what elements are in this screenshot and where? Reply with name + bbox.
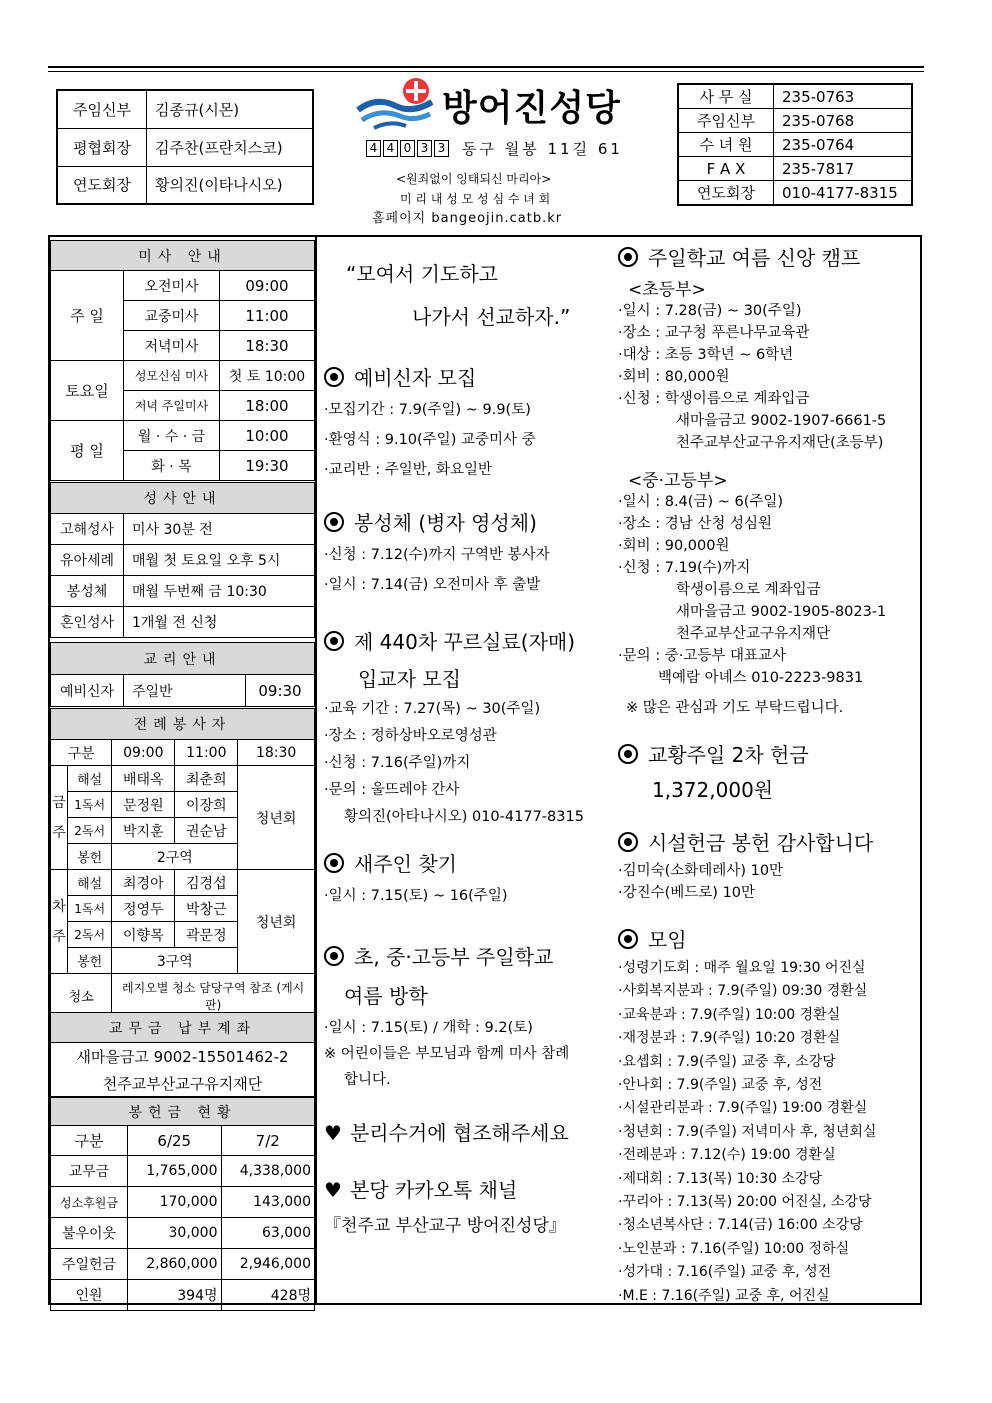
staff-role: 연도회장: [57, 166, 147, 204]
mass-time: 18:30: [220, 331, 315, 361]
server-name: 박창근: [175, 896, 238, 922]
mass-name: 화 · 목: [124, 451, 220, 481]
server-name: 이향목: [112, 922, 175, 948]
postal-digit: 0: [400, 140, 415, 157]
heading-text: 예비신자 모집: [354, 366, 477, 390]
server-name: 문정원: [112, 792, 175, 818]
phone-number: 010-4177-8315: [774, 181, 913, 206]
bullet-circle-icon: [324, 367, 344, 387]
section-heading: [324, 507, 614, 536]
meeting-item: ·노인분과 : 7.16(주일) 10:00 정하실: [618, 1240, 850, 1257]
mass-time: 09:00: [220, 271, 315, 301]
server-evening: 청년회: [238, 766, 315, 870]
server-role: 해설: [68, 766, 112, 792]
text-line: ·모집기간 : 7.9(주일) ~ 9.9(토): [324, 402, 531, 418]
sacrament-title: 성사안내: [51, 483, 315, 514]
saturday-label: 토요일: [51, 361, 124, 421]
server-name: 최춘희: [175, 766, 238, 792]
offering-value: 30,000: [128, 1218, 222, 1249]
meeting-item: ·교육분과 : 7.9(주일) 10:00 경환실: [618, 1006, 841, 1023]
meeting-item: ·사회복지분과 : 7.9(주일) 09:30 경환실: [618, 983, 868, 1000]
text-line: ·문의 : 중·고등부 대표교사: [618, 648, 787, 664]
heading-text: 분리수거에 협조해주세요: [349, 1121, 569, 1145]
postal-digit: 4: [366, 140, 381, 157]
top-rule-thin: [48, 71, 924, 72]
meeting-item: ·시설관리분과 : 7.9(주일) 19:00 경환실: [618, 1100, 868, 1117]
text-line: ·강진수(베드로) 10만: [618, 885, 756, 901]
servers-title: 전례봉사자: [51, 709, 315, 740]
mass-table: [50, 240, 315, 481]
mass-title: 미사 안내: [51, 241, 315, 271]
staff-role: 주임신부: [57, 90, 147, 128]
server-name: 곽문정: [175, 922, 238, 948]
text-line: ·대상 : 초등 3학년 ~ 6학년: [618, 347, 794, 363]
section-heading: [618, 739, 918, 768]
sacrament-table: [50, 482, 315, 638]
text-line: 백예람 아녜스 010-2223-9831: [658, 670, 864, 686]
servers-head: 구분: [51, 740, 112, 766]
offering-name: 성소후원금: [51, 1187, 128, 1218]
meeting-item: ·제대회 : 7.13(목) 10:30 소강당: [618, 1170, 823, 1187]
week-label: [51, 870, 68, 974]
staff-name: 황의진(이타나시오): [147, 166, 314, 204]
bullet-circle-icon: [324, 853, 344, 873]
text-line: ·신청 : 학생이름으로 계좌입금: [618, 391, 810, 407]
meeting-item: ·안나회 : 7.9(주일) 교중 후, 성전: [618, 1077, 823, 1094]
phone-number: 235-0763: [774, 84, 913, 109]
staff-table: [56, 89, 314, 205]
offering-value: 2,860,000: [128, 1249, 222, 1280]
server-name: 박지훈: [112, 818, 175, 844]
text-line: ·장소 : 교구청 푸른나무교육관: [618, 325, 810, 341]
sub-label: <중·고등부>: [628, 471, 728, 491]
offering-value: 63,000: [221, 1218, 315, 1249]
text-line: ·장소 : 경남 산청 성심원: [618, 516, 772, 532]
offering-name: 주일헌금: [51, 1249, 128, 1280]
offering-value: 4,338,000: [221, 1156, 315, 1187]
mass-time: 첫 토 10:00: [220, 361, 315, 391]
server-offer: 2구역: [112, 844, 238, 870]
text-line: ※ 많은 관심과 기도 부탁드립니다.: [626, 700, 844, 716]
bullet-circle-icon: [324, 946, 344, 966]
staff-name: 김주찬(프란치스코): [147, 128, 314, 166]
phone-label: F A X: [678, 157, 774, 181]
mass-name: 월 · 수 · 금: [124, 421, 220, 451]
meeting-item: ·청소년복사단 : 7.14(금) 16:00 소강당: [618, 1217, 863, 1234]
text-line: ·신청 : 7.16(주일)까지: [324, 755, 471, 771]
phone-number: 235-0764: [774, 133, 913, 157]
heading-text: 새주인 찾기: [354, 852, 457, 876]
address: 동구 월봉 11길 61: [462, 140, 623, 158]
heading-text: 제 440차 꾸르실료(자매): [354, 630, 576, 654]
section-heading: [324, 1117, 614, 1146]
server-name: 권순남: [175, 818, 238, 844]
mass-name: 저녁 주일미사: [124, 391, 220, 421]
server-offer: 3구역: [112, 948, 238, 974]
server-role: 해설: [68, 870, 112, 896]
meeting-item: ·요셉회 : 7.9(주일) 교중 후, 소강당: [618, 1053, 836, 1070]
server-role: 2독서: [68, 922, 112, 948]
offering-value: 170,000: [128, 1187, 222, 1218]
text-line: ·회비 : 90,000원: [618, 538, 730, 554]
pope-amount: 1,372,000원: [652, 778, 774, 802]
servers-head: 18:30: [238, 740, 315, 766]
text-line: 황의진(아타나시오) 010-4177-8315: [344, 809, 584, 825]
section-heading: [324, 848, 614, 877]
mass-time: 11:00: [220, 301, 315, 331]
sacrament-name: 혼인성사: [51, 607, 124, 638]
meeting-item: ·재정분과 : 7.9(주일) 10:20 경환실: [618, 1030, 841, 1047]
phone-label: 수 녀 원: [678, 133, 774, 157]
text-line: 새마을금고 9002-1905-8023-1: [676, 604, 887, 620]
kakao-channel-name: 『천주교 부산교구 방어진성당』: [324, 1216, 566, 1236]
church-name: 방어진성당: [442, 88, 621, 129]
convent: 미 리 내 성 모 성 심 수 녀 회: [400, 192, 551, 206]
section-heading: [618, 242, 918, 271]
offering-head: 6/25: [128, 1126, 222, 1156]
week-label-char: 주: [52, 928, 66, 945]
mass-time: 10:00: [220, 421, 315, 451]
postal-digit: 4: [383, 140, 398, 157]
postal-code: [366, 140, 449, 157]
heading-text: 본당 카카오톡 채널: [349, 1178, 518, 1202]
doctrine-time: 09:30: [246, 675, 315, 707]
heading-text: 교황주일 2차 헌금: [648, 743, 809, 767]
server-name: 이장희: [175, 792, 238, 818]
phone-label: 연도회장: [678, 181, 774, 206]
heading-text: 봉성체 (병자 영성체): [354, 511, 537, 535]
offering-name: 교무금: [51, 1156, 128, 1187]
text-line: ·일시 : 8.4(금) ~ 6(주일): [618, 494, 784, 510]
offering-value: 2,946,000: [221, 1249, 315, 1280]
sub-label: <초등부>: [628, 280, 706, 300]
phone-number: 235-0768: [774, 109, 913, 133]
account-number: 새마을금고 9002-15501462-2: [51, 1043, 315, 1071]
mass-time: 19:30: [220, 451, 315, 481]
text-line: 학생이름으로 계좌입금: [676, 582, 821, 598]
text-line: ·신청 : 7.19(수)까지: [618, 560, 751, 576]
section-heading: [618, 924, 918, 953]
week-label-char: 차: [52, 898, 66, 915]
section-heading: [618, 827, 918, 856]
text-line: 천주교부산교구유지재단: [676, 626, 831, 642]
account-table: [50, 1012, 315, 1097]
text-line: 합니다.: [344, 1072, 391, 1088]
text-line: ·문의 : 울뜨레야 간사: [324, 782, 460, 798]
mass-time: 18:00: [220, 391, 315, 421]
offering-name: 불우이웃: [51, 1218, 128, 1249]
offering-table: [50, 1097, 315, 1311]
mass-name: 성모신심 미사: [124, 361, 220, 391]
text-line: ·신청 : 7.12(수)까지 구역반 봉사자: [324, 547, 550, 563]
postal-digit: 3: [417, 140, 432, 157]
quote-line: “모여서 기도하고: [346, 262, 498, 286]
text-line: ·회비 : 80,000원: [618, 369, 730, 385]
week-label: [51, 766, 68, 870]
server-role: 1독서: [68, 792, 112, 818]
right-column: [618, 242, 918, 1308]
offering-name: 인원: [51, 1280, 128, 1311]
sacrament-name: 고해성사: [51, 514, 124, 545]
servers-head: 09:00: [112, 740, 175, 766]
server-role: 1독서: [68, 896, 112, 922]
sacrament-detail: 미사 30분 전: [124, 514, 315, 545]
middle-column: [324, 258, 614, 1236]
meeting-item: ·꾸리아 : 7.13(목) 20:00 어진실, 소강당: [618, 1194, 872, 1211]
server-role: 봉헌: [68, 948, 112, 974]
text-line: ·일시 : 7.15(토) ~ 16(주일): [324, 888, 508, 904]
text-line: 천주교부산교구유지재단(초등부): [676, 435, 884, 451]
meeting-item: ·성가대 : 7.16(주일) 교중 후, 성전: [618, 1264, 832, 1281]
meeting-item: ·성령기도회 : 매주 월요일 19:30 어진실: [618, 960, 866, 976]
section-heading: [324, 941, 614, 970]
server-name: 최경아: [112, 870, 175, 896]
text-line: ·장소 : 정하상바오로영성관: [324, 728, 497, 744]
homepage: 홈페이지 bangeojin.catb.kr: [372, 211, 563, 226]
sacrament-name: 유아세례: [51, 545, 124, 576]
server-name: 배태옥: [112, 766, 175, 792]
bullet-circle-icon: [618, 744, 638, 764]
heading-text: 여름 방학: [344, 984, 428, 1008]
heart-icon: ♥: [324, 1121, 342, 1145]
text-line: ·김미숙(소화데레사) 10만: [618, 863, 784, 879]
heading-text: 시설헌금 봉헌 감사합니다: [648, 831, 874, 855]
offering-value: 394명: [128, 1280, 222, 1311]
cleaning-label: 청소: [51, 974, 112, 1018]
doctrine-table: [50, 642, 315, 707]
text-line: ·교리반 : 주일반, 화요일반: [324, 462, 493, 478]
text-line: ·일시 : 7.28(금) ~ 30(주일): [618, 303, 802, 319]
offering-head: 7/2: [221, 1126, 315, 1156]
servers-head: 11:00: [175, 740, 238, 766]
weekday-label: 평 일: [51, 421, 124, 481]
server-role: 봉헌: [68, 844, 112, 870]
sacrament-detail: 1개월 전 신청: [124, 607, 315, 638]
bullet-circle-icon: [324, 512, 344, 532]
offering-value: 428명: [221, 1280, 315, 1311]
account-holder: 천주교부산교구유지재단: [51, 1071, 315, 1097]
doctrine-title: 교리안내: [51, 643, 315, 675]
week-label-char: 주: [52, 824, 66, 841]
doctrine-class: 주일반: [124, 675, 246, 707]
meeting-item: ·전례분과 : 7.12(수) 19:00 경환실: [618, 1147, 836, 1164]
week-label-char: 금: [52, 794, 66, 811]
bullet-circle-icon: [324, 631, 344, 651]
section-heading: [324, 1174, 614, 1203]
meeting-item: ·청년회 : 7.9(주일) 저녁미사 후, 청년회실: [618, 1123, 877, 1140]
meeting-item: ·M.E : 7.16(주일) 교중 후, 어진실: [618, 1287, 830, 1304]
cleaning-text: 레지오별 청소 담당구역 참조 (게시판): [112, 974, 315, 1018]
sacrament-detail: 매월 첫 토요일 오후 5시: [124, 545, 315, 576]
staff-name: 김종규(시몬): [147, 90, 314, 128]
heart-icon: ♥: [324, 1178, 342, 1202]
servers-table: [50, 708, 315, 1018]
offering-head: 구분: [51, 1126, 128, 1156]
server-role: 2독서: [68, 818, 112, 844]
offering-title: 봉헌금 현황: [51, 1098, 315, 1126]
text-line: ·일시 : 7.14(금) 오전미사 후 출발: [324, 577, 541, 593]
mass-name: 오전미사: [124, 271, 220, 301]
heading-text: 모임: [648, 928, 687, 952]
offering-value: 1,765,000: [128, 1156, 222, 1187]
top-rule: [48, 66, 924, 68]
text-line: ·일시 : 7.15(토) / 개학 : 9.2(토): [324, 1020, 533, 1036]
server-evening: 청년회: [238, 870, 315, 974]
bullet-circle-icon: [618, 832, 638, 852]
heading-text: 주일학교 여름 신앙 캠프: [648, 246, 861, 270]
staff-role: 평협회장: [57, 128, 147, 166]
postal-digit: 3: [434, 140, 449, 157]
heading-text: 입교자 모집: [358, 667, 461, 691]
section-heading: [324, 362, 614, 391]
doctrine-name: 예비신자: [51, 675, 124, 707]
mass-name: 저녁미사: [124, 331, 220, 361]
text-line: 새마을금고 9002-1907-6661-5: [676, 413, 887, 429]
phone-number: 235-7817: [774, 157, 913, 181]
quote-line: 나가서 선교하자.”: [412, 305, 571, 329]
offering-value: 143,000: [221, 1187, 315, 1218]
server-name: 김경섭: [175, 870, 238, 896]
text-line: ·환영식 : 9.10(주일) 교중미사 중: [324, 432, 536, 448]
section-heading: [324, 626, 614, 655]
heading-text: 초, 중·고등부 주일학교: [354, 945, 554, 969]
sacrament-name: 봉성체: [51, 576, 124, 607]
bullet-circle-icon: [618, 247, 638, 267]
text-line: ※ 어린이들은 부모님과 함께 미사 참례: [324, 1046, 570, 1062]
phone-table: [677, 83, 913, 206]
phone-label: 사 무 실: [678, 84, 774, 109]
sacrament-detail: 매월 두번째 금 10:30: [124, 576, 315, 607]
church-logo-icon: [354, 76, 434, 132]
server-name: 정영두: [112, 896, 175, 922]
mass-name: 교중미사: [124, 301, 220, 331]
bullet-circle-icon: [618, 929, 638, 949]
phone-label: 주임신부: [678, 109, 774, 133]
account-title: 교무금 납부계좌: [51, 1013, 315, 1043]
motto: <원죄없이 잉태되신 마리아>: [396, 172, 552, 186]
column-divider: [315, 237, 317, 1303]
sunday-label: 주 일: [51, 271, 124, 361]
text-line: ·교육 기간 : 7.27(목) ~ 30(주일): [324, 701, 541, 717]
